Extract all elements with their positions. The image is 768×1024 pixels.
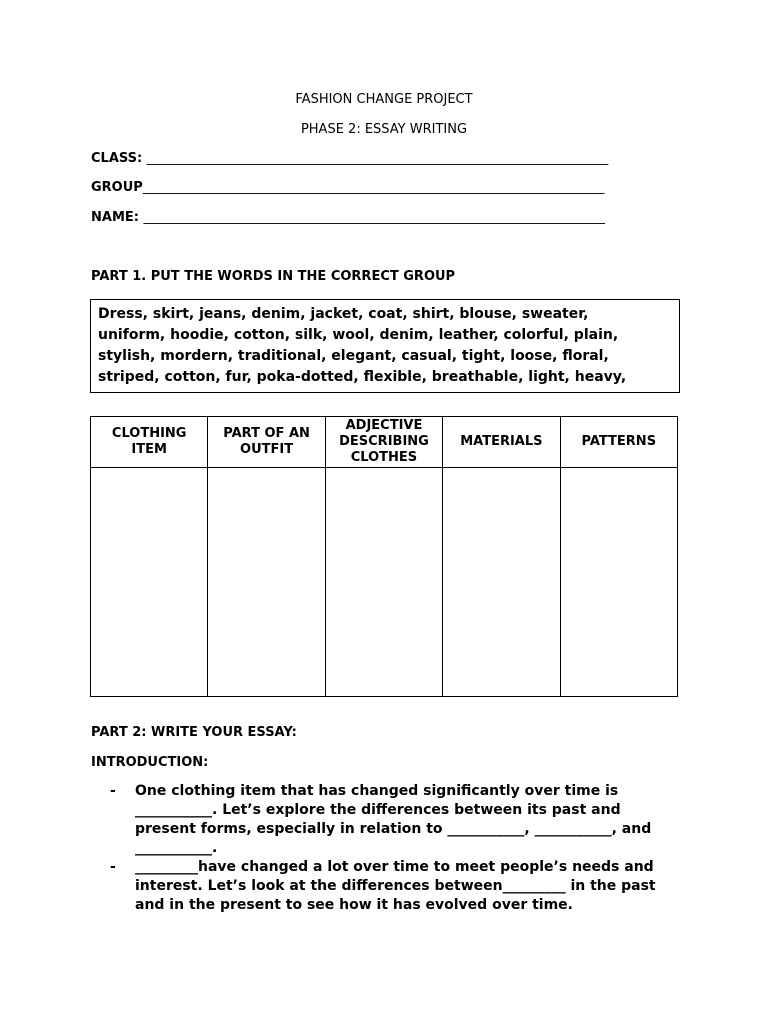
bullet-dash: - <box>110 783 116 799</box>
patterns-cell[interactable] <box>560 468 677 697</box>
phase-title: PHASE 2: ESSAY WRITING <box>300 122 468 137</box>
word-bank <box>90 299 680 393</box>
word-bank-line: uniform, hoodie, cotton, silk, wool, denim, leather, colorful, plain, <box>98 327 619 343</box>
word-bank-line: stylish, mordern, traditional, elegant, casual, tight, loose, floral, <box>98 348 609 364</box>
group-field[interactable] <box>91 180 661 196</box>
part1-heading: PART 1. PUT THE WORDS IN THE CORRECT GROUP <box>91 269 456 284</box>
table-header-row <box>91 417 678 468</box>
adjective-cell[interactable] <box>325 468 442 697</box>
bullet-line: _________have changed a lot over time to meet people’s needs and <box>135 859 654 875</box>
bullet-line: ___________. Let’s explore the differences between its past and <box>135 802 621 818</box>
introduction-heading: INTRODUCTION: <box>91 755 209 770</box>
list-item <box>110 858 670 915</box>
word-bank-line: Dress, skirt, jeans, denim, jacket, coat, shirt, blouse, sweater, <box>98 306 589 322</box>
list-item <box>110 782 670 858</box>
word-groups-table <box>90 416 678 697</box>
header-materials: MATERIALS <box>443 417 560 468</box>
name-label: NAME: <box>91 210 144 225</box>
word-bank-line: striped, cotton, fur, poka-dotted, flexible, breathable, light, heavy, <box>98 369 627 385</box>
materials-cell[interactable] <box>443 468 560 697</box>
class-field[interactable] <box>91 151 661 167</box>
name-field[interactable] <box>91 210 661 226</box>
worksheet-title: FASHION CHANGE PROJECT <box>295 92 473 107</box>
group-blank[interactable]: _______________________________________________________________________ <box>142 180 605 195</box>
bullet-line: and in the present to see how it has evolved over time. <box>135 897 573 913</box>
bullet-line: present forms, especially in relation to ___________, ___________, and <box>135 821 652 837</box>
part-of-outfit-cell[interactable] <box>208 468 325 697</box>
header-part-of-outfit: PART OF AN OUTFIT <box>208 417 325 468</box>
table-row <box>91 468 678 697</box>
bullet-dash: - <box>110 859 116 875</box>
class-label: CLASS: <box>91 151 147 166</box>
clothing-item-cell[interactable] <box>91 468 208 697</box>
bullet-line: ___________. <box>135 840 218 856</box>
group-label: GROUP <box>91 180 143 195</box>
header-patterns: PATTERNS <box>560 417 677 468</box>
class-blank[interactable]: _______________________________________________________________________ <box>146 151 609 166</box>
bullet-line: interest. Let’s look at the differences between_________ in the past <box>135 878 656 894</box>
part2-heading: PART 2: WRITE YOUR ESSAY: <box>91 725 297 740</box>
header-clothing-item: CLOTHING ITEM <box>91 417 208 468</box>
bullet-line: One clothing item that has changed significantly over time is <box>135 783 619 799</box>
introduction-bullets <box>110 782 670 915</box>
header-adjective: ADJECTIVE DESCRIBING CLOTHES <box>325 417 442 468</box>
name-blank[interactable]: _______________________________________________________________________ <box>143 210 605 225</box>
